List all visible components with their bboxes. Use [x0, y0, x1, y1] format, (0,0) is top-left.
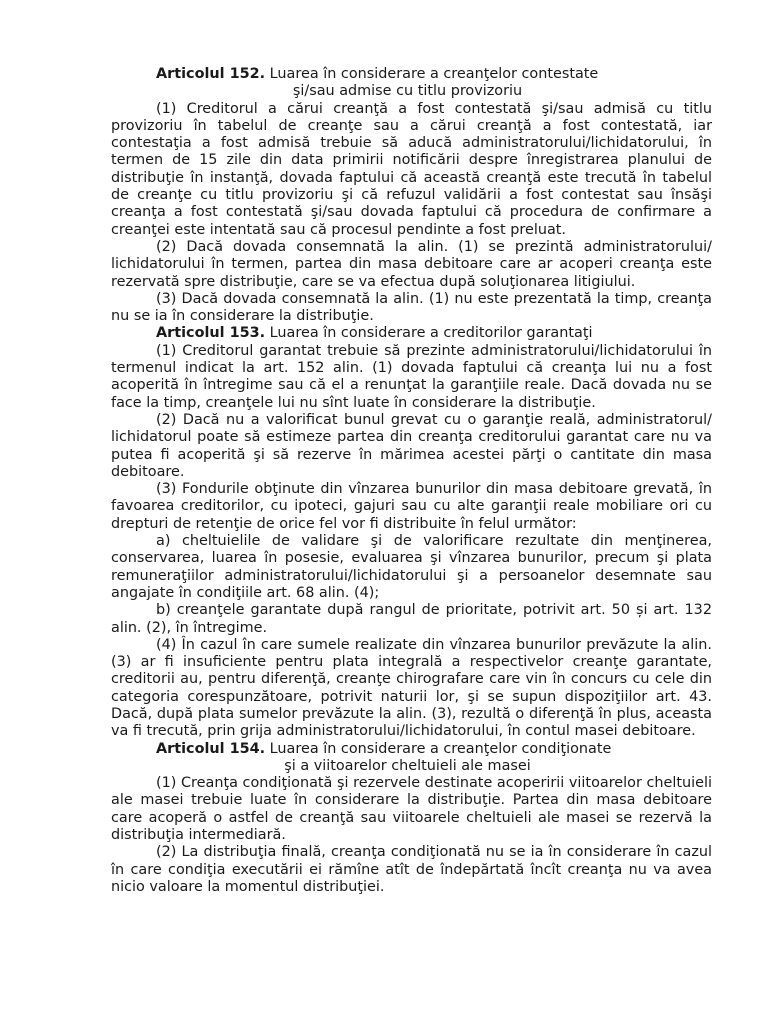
- paragraph: (2) La distribuţia finală, creanţa condiţionată nu se ia în considerare în cazul în care condiţia executării ei rămîne atît de îndepărtată încît creanţa nu va avea nicio valoare la momentul distribuţiei.: [111, 844, 712, 895]
- article-title-line1: Luarea în considerare a creanţelor contestate: [269, 66, 599, 82]
- paragraph: (3) Fondurile obţinute din vînzarea bunurilor din masa debitoare grevată, în favoarea creditorilor, cu ipoteci, gajuri sau cu alte garanţii reale mobiliare ori cu drepturi de retenţie de orice fel vor fi distribuite în felul următor:: [111, 481, 712, 532]
- paragraph: (3) Dacă dovada consemnată la alin. (1) nu este prezentată la timp, creanţa nu se ia în considerare la distribuţie.: [111, 290, 712, 325]
- article-heading: Articolul 154.: [156, 740, 266, 757]
- article-title-line1: Luarea în considerare a creditorilor garantaţi: [269, 325, 593, 342]
- paragraph: (2) Dacă dovada consemnată la alin. (1) se prezintă administratorului/ lichidatorului în termen, partea din masa debitoare care ar acoperi creanţa este rezervată spre distribuţie, care se va efectua după soluţionarea litigiului.: [111, 238, 712, 290]
- paragraph: (1) Creditorul garantat trebuie să prezinte administratorului/lichidatorului în termenul indicat la art. 152 alin. (1) dovada faptului că creanţa lui nu a fost acoperită în întregime sau că el a renunţat la garanţiile reale. Dacă dovada nu se face la timp, creanţele lui nu sînt luate în considerare la distribuţie.: [111, 342, 712, 411]
- paragraph: (1) Creanţa condiţionată şi rezervele destinate acoperirii viitoarelor cheltuieli ale masei trebuie luate în considerare la distribuţie. Partea din masa debitoare care acoperă o astfel de creanţă sau viitoarele cheltuieli ale masei se rezervă la distribuţia intermediară.: [111, 775, 712, 844]
- article-title: [111, 325, 712, 342]
- paragraph: (1) Creditorul a cărui creanţă a fost contestată şi/sau admisă cu titlu provizoriu în tabelul de creanţe sau a cărui creanţă a fost contestată, iar contestaţia a fost admisă trebuie să aducă administratorului/lichidatorului, în termen de 15 zile din data primirii notificării despre înregistrarea planului de distribuţie în instanţă, dovada faptului că această creanţă este trecută în tabelul de creanţe cu titlu provizoriu şi că refuzul validării a fost contestat sau însăşi creanţa a fost contestată şi/sau dovada faptului că procedura de confirmare a creanţei este intentată sau că procesul pendinte a fost preluat.: [111, 100, 712, 238]
- article-title-line2: şi a viitoarelor cheltuieli ale masei: [284, 757, 531, 774]
- article-152: [111, 66, 712, 325]
- paragraph: b) creanţele garantate după rangul de prioritate, potrivit art. 50 și art. 132 alin. (2), în întregime.: [111, 602, 712, 636]
- article-154: [111, 741, 712, 897]
- article-title-line1: Luarea în considerare a creanţelor condiţionate: [269, 740, 612, 757]
- article-title-line2: şi/sau admise cu titlu provizoriu: [292, 83, 523, 100]
- paragraph: (4) În cazul în care sumele realizate din vînzarea bunurilor prevăzute la alin. (3) ar fi insuficiente pentru plata integrală a respectivelor creanţe garantate, creditorii au, pentru diferenţă, creanţe chirografare care vin în concurs cu cele din categoria corespunzătoare, potrivit naturii lor, şi se supun dispoziţiilor art. 43. Dacă, după plata sumelor prevăzute la alin. (3), rezultă o diferenţă în plus, aceasta va fi trecută, prin grija administratorului/lichidatorului, în contul masei debitoare.: [111, 636, 712, 740]
- article-title: [111, 741, 712, 776]
- article-heading: Articolul 153.: [156, 325, 266, 342]
- article-title: [111, 66, 712, 101]
- paragraph: (2) Dacă nu a valorificat bunul grevat cu o garanţie reală, administratorul/ lichidatorul poate să estimeze partea din creanţa creditorului garantat care nu va putea fi acoperită şi să rezerve în mărimea acestei părţi o cantitate din masa debitoare.: [111, 411, 712, 480]
- article-heading: Articolul 152.: [156, 66, 266, 82]
- article-153: [111, 325, 712, 740]
- paragraph: a) cheltuielile de validare şi de valorificare rezultate din menţinerea, conservarea, luarea în posesie, evaluarea şi vînzarea bunurilor, precum şi plata remuneraţiilor administratorului/lichidatorului şi a persoanelor desemnate sau angajate în condiţiile art. 68 alin. (4);: [111, 533, 712, 601]
